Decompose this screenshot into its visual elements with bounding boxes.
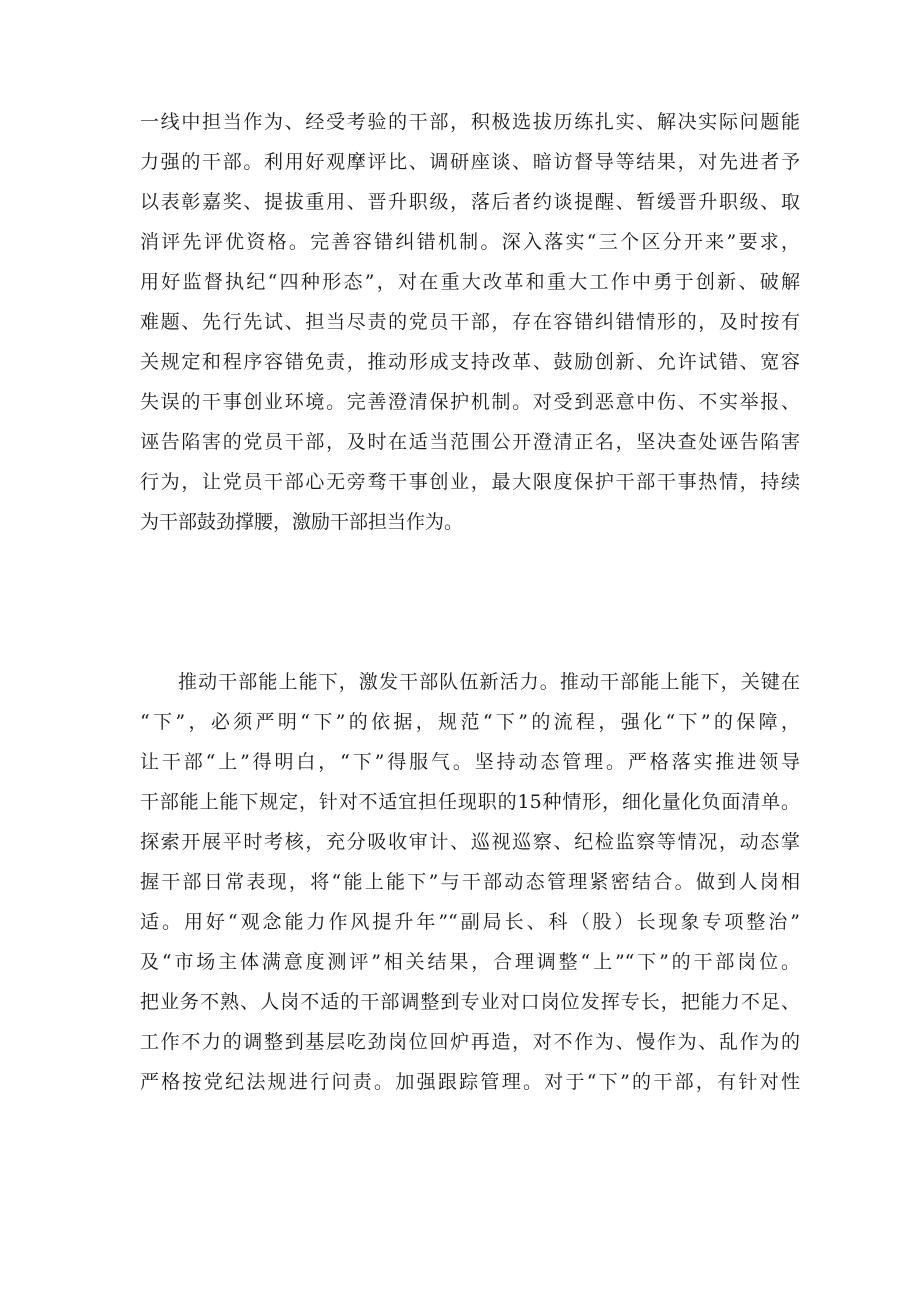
- text-line: 行为，让党员干部心无旁骛干事创业，最大限度保护干部干事热情，持续: [140, 471, 800, 493]
- text-line: 消评先评优资格。完善容错纠错机制。深入落实“三个区分开来”要求，: [140, 231, 800, 253]
- text-line: 适。用好“观念能力作风提升年”“副局长、科（股）长现象专项整治”: [140, 911, 800, 933]
- text-line: 用好监督执纪“四种形态”，对在重大改革和重大工作中勇于创新、破解: [140, 271, 800, 293]
- text-line: 诬告陷害的党员干部，及时在适当范围公开澄清正名，坚决查处诬告陷害: [140, 431, 800, 453]
- text-line: 把业务不熟、人岗不适的干部调整到专业对口岗位发挥专长，把能力不足、: [140, 991, 800, 1013]
- text-line: 探索开展平时考核，充分吸收审计、巡视巡察、纪检监察等情况，动态掌: [140, 831, 800, 853]
- text-line: 让干部“上”得明白，“下”得服气。坚持动态管理。严格落实推进领导: [140, 751, 800, 773]
- text-line: 推动干部能上能下，激发干部队伍新活力。推动干部能上能下，关键在: [178, 671, 800, 693]
- text-line: 干部能上能下规定，针对不适宜担任现职的15种情形，细化量化负面清单。: [140, 791, 800, 813]
- text-line: 握干部日常表现，将“能上能下”与干部动态管理紧密结合。做到人岗相: [140, 871, 800, 893]
- text-line: 失误的干事创业环境。完善澄清保护机制。对受到恶意中伤、不实举报、: [140, 391, 800, 413]
- paragraph-1: [140, 102, 800, 542]
- text-line: 工作不力的调整到基层吃劲岗位回炉再造，对不作为、慢作为、乱作为的: [140, 1031, 800, 1053]
- text-line: 一线中担当作为、经受考验的干部，积极选拔历练扎实、解决实际问题能: [140, 111, 800, 133]
- paragraph-2: [140, 662, 800, 1102]
- text-line: 以表彰嘉奖、提拔重用、晋升职级，落后者约谈提醒、暂缓晋升职级、取: [140, 191, 800, 213]
- text-line: 为干部鼓劲撑腰，激励干部担当作为。: [140, 511, 464, 533]
- text-line: 关规定和程序容错免责，推动形成支持改革、鼓励创新、允许试错、宽容: [140, 351, 800, 373]
- text-line: “下”，必须严明“下”的依据，规范“下”的流程，强化“下”的保障，: [140, 711, 800, 733]
- text-line: 严格按党纪法规进行问责。加强跟踪管理。对于“下”的干部，有针对性: [140, 1071, 800, 1093]
- text-line: 难题、先行先试、担当尽责的党员干部，存在容错纠错情形的，及时按有: [140, 311, 800, 333]
- text-line: 及“市场主体满意度测评”相关结果，合理调整“上”“下”的干部岗位。: [140, 951, 800, 973]
- text-line: 力强的干部。利用好观摩评比、调研座谈、暗访督导等结果，对先进者予: [140, 151, 800, 173]
